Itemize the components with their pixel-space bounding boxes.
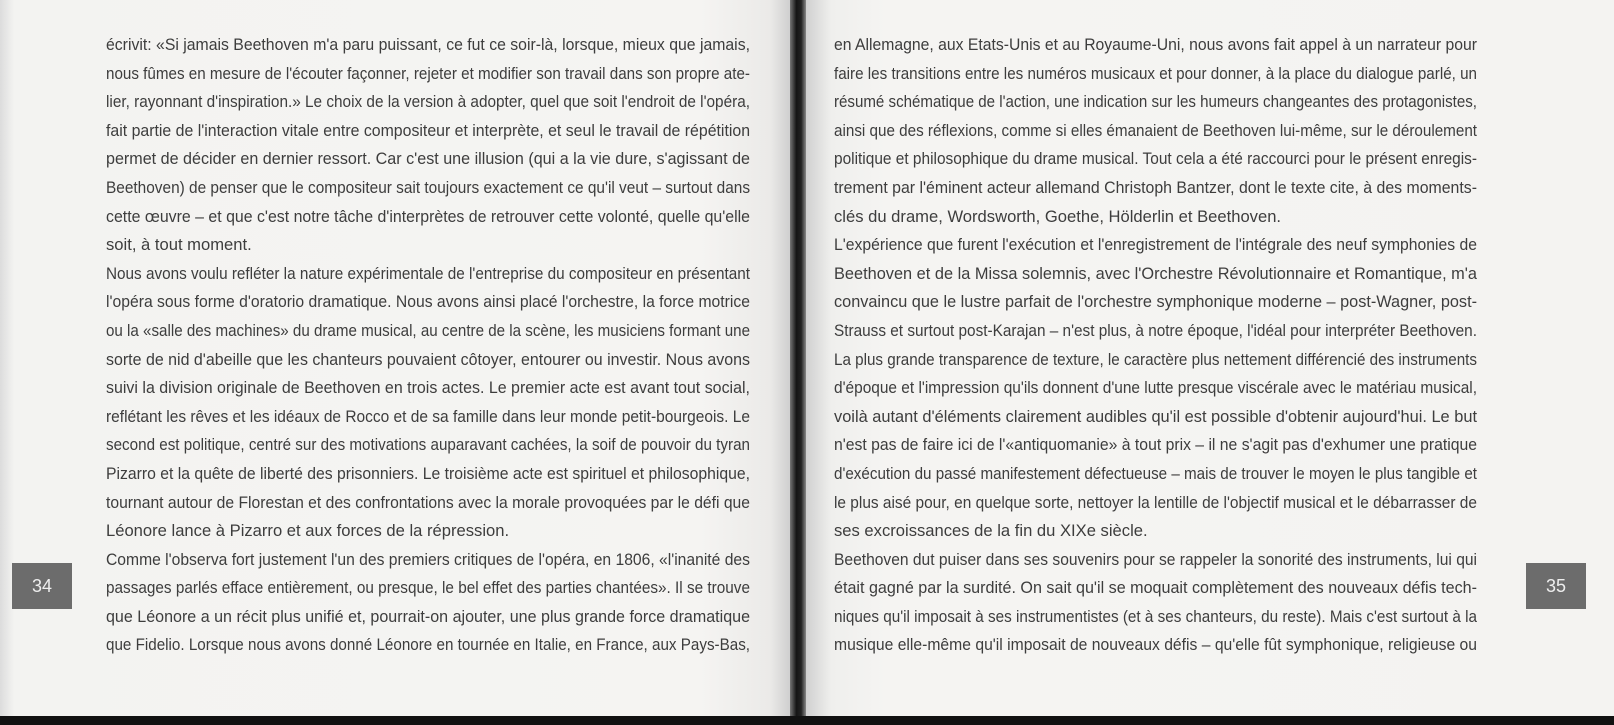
text-line: trement par l'éminent acteur allemand Christoph Bantzer, dont le texte cite, à des moments- — [834, 177, 1477, 197]
text-line: Comme l'observa fort justement l'un des premiers critiques de l'opéra, en 1806, «l'inanité des — [106, 549, 750, 569]
text-line: l'opéra sous forme d'oratorio dramatique. Nous avons ainsi placé l'orchestre, la force motrice — [106, 292, 750, 312]
text-line: que Léonore a un récit plus unifié et, pourrait-on ajouter, une plus grande force dramatique — [106, 606, 751, 626]
text-line: faire les transitions entre les numéros musicaux et pour donner, à la place du dialogue parlé, un — [834, 63, 1478, 83]
text-line: soit, à tout moment. — [106, 235, 252, 255]
page-number-tab: 35 — [1526, 563, 1586, 609]
text-line: clés du drame, Wordsworth, Goethe, Hölderlin et Beethoven. — [834, 206, 1282, 226]
left-page-body — [106, 31, 750, 660]
text-line: écrivit: «Si jamais Beethoven m'a paru puissant, ce fut ce soir-là, lorsque, mieux que jamais, — [106, 35, 750, 54]
text-line: fait partie de l'interaction vitale entre compositeur et interprète, et seul le travail de répétition — [106, 120, 751, 140]
text-line: le plus aisé pour, en quelque sorte, nettoyer la lentille de l'objectif musical et le débarrasser de — [834, 492, 1477, 512]
text-line: reflétant les rêves et les idéaux de Rocco et de sa famille dans leur monde petit-bourgeois. Le — [106, 406, 751, 426]
text-line: Beethoven) de penser que le compositeur sait toujours exactement ce qu'il veut – surtout dans — [106, 177, 751, 197]
text-line: niques qu'il imposait à ses instrumentistes (et à ses chanteurs, du reste). Mais c'est surtout à la — [834, 606, 1477, 626]
text-line: suivi la division originale de Beethoven en trois actes. Le premier acte est avant tout social, — [106, 378, 750, 398]
text-line: Beethoven et de la Missa solemnis, avec l'Orchestre Révolutionnaire et Romantique, m'a — [834, 263, 1477, 283]
text-line: convaincu que le lustre parfait de l'orchestre symphonique moderne – post-Wagner, post- — [834, 292, 1478, 312]
text-line: Pizarro et la quête de liberté des prisonniers. Le troisième acte est spirituel et philosophique, — [106, 463, 750, 483]
text-line: Beethoven dut puiser dans ses souvenirs pour se rappeler la sonorité des instruments, lui qui — [834, 549, 1478, 569]
text-line: ses excroissances de la fin du XIXe siècle. — [834, 521, 1148, 541]
text-line: Léonore lance à Pizarro et aux forces de la répression. — [106, 521, 510, 541]
text-line: second est politique, centré sur des motivations auparavant cachées, la soif de pouvoir du tyran — [106, 435, 750, 455]
text-line: musique elle-même qu'il imposait de nouveaux défis – qu'elle fût symphonique, religieuse ou — [834, 635, 1477, 655]
right-page — [806, 0, 1614, 716]
text-line: permet de décider en dernier ressort. Car c'est une illusion (qui a la vie dure, s'agissant de — [106, 149, 751, 169]
text-line: sorte de nid d'abeille que les chanteurs pouvaient côtoyer, entourer ou investir. Nous avons — [106, 349, 751, 369]
text-line: résumé schématique de l'action, une indication sur les humeurs changeantes des protagonistes, — [834, 92, 1478, 112]
text-line: nous fûmes en mesure de l'écouter façonner, rejeter et modifier son travail dans son propre ate- — [106, 63, 750, 83]
text-line: ainsi que des réflexions, comme si elles émanaient de Beethoven lui-même, sur le déroulement — [834, 120, 1478, 140]
text-line: voilà autant d'éléments clairement audibles qu'il est possible d'obtenir aujourd'hui. Le but — [834, 406, 1478, 426]
text-line: que Fidelio. Lorsque nous avons donné Léonore en tournée en Italie, en France, aux Pays-Bas, — [106, 635, 751, 655]
scan-bottom-edge — [0, 716, 1614, 725]
text-line: cette œuvre – et que c'est notre tâche d'interprètes de retrouver cette volonté, quelle qu'elle — [106, 206, 751, 226]
text-line: La plus grande transparence de texture, le caractère plus nettement différencié des instruments — [834, 349, 1477, 369]
text-line: en Allemagne, aux Etats-Unis et au Royaume-Uni, nous avons fait appel à un narrateur pour — [834, 35, 1478, 54]
text-line: d'époque et l'impression qu'ils donnent d'une lutte presque viscérale avec le matériau musical, — [834, 378, 1478, 398]
book-spine — [790, 0, 806, 725]
text-line: tournant autour de Florestan et des confrontations avec la morale provoquées par le défi que — [106, 492, 751, 512]
text-line: d'exécution du passé manifestement défectueuse – mais de trouver le moyen le plus tangible et — [834, 463, 1478, 483]
text-line: politique et philosophique du drame musical. Tout cela a été raccourci pour le présent enregis- — [834, 149, 1478, 169]
text-line: ou la «salle des machines» du drame musical, au centre de la scène, les musiciens formant une — [106, 320, 751, 340]
left-page — [0, 0, 790, 716]
text-line: était gagné par la surdité. On sait qu'il se moquait complètement des nouveaux défis tech- — [834, 578, 1477, 598]
text-line: Nous avons voulu refléter la nature expérimentale de l'entreprise du compositeur en présentant — [106, 263, 750, 283]
text-line: passages parlés efface entièrement, ou presque, le bel effet des parties chantées». Il se trouve — [106, 578, 750, 598]
text-line: lier, rayonnant d'inspiration.» Le choix de la version à adopter, quel que soit l'endroit de l'opéra, — [106, 92, 751, 112]
right-page-body — [834, 31, 1477, 660]
page-number-tab: 34 — [12, 563, 72, 609]
text-line: n'est pas de faire ici de l'«antiquomanie» à tout prix – il ne s'agit pas d'exhumer une pratique — [834, 435, 1477, 455]
text-line: Strauss et surtout post-Karajan – n'est plus, à notre époque, l'idéal pour interpréter Beethoven. — [834, 320, 1477, 340]
text-line: L'expérience que furent l'exécution et l'enregistrement de l'intégrale des neuf symphonies de — [834, 235, 1477, 255]
